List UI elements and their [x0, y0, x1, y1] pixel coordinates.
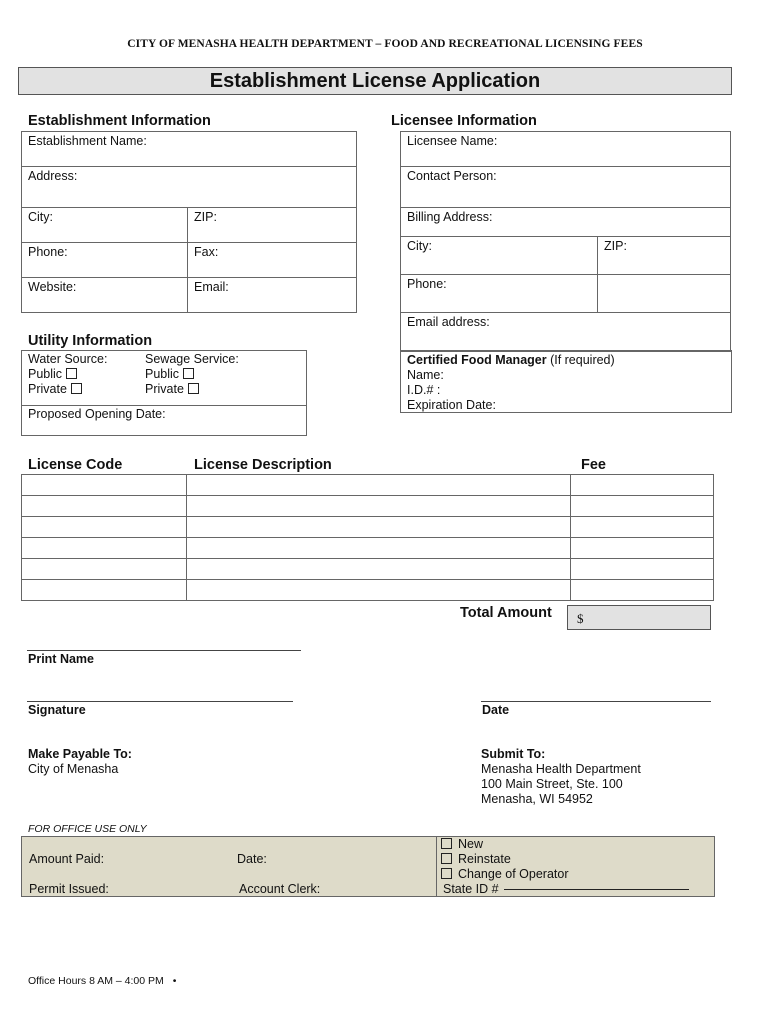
license-code-cell[interactable]	[22, 496, 187, 517]
account-clerk-field[interactable]: Account Clerk:	[239, 882, 321, 896]
water-public-label: Public	[28, 367, 63, 381]
food-manager-name-field[interactable]: Name:	[407, 368, 444, 382]
licensee-phone-field[interactable]: Phone:	[401, 275, 598, 313]
date-label: Date	[482, 703, 510, 717]
submit-heading: Submit To:	[481, 747, 546, 761]
water-source-label: Water Source:	[28, 352, 108, 366]
food-manager-note: (If required)	[546, 353, 615, 367]
submit-line-1: Menasha Health Department	[481, 762, 641, 776]
change-operator-checkbox[interactable]	[441, 868, 452, 879]
submit-line-2: 100 Main Street, Ste. 100	[481, 777, 623, 791]
license-description-cell[interactable]	[187, 538, 571, 559]
license-description-cell[interactable]	[187, 517, 571, 538]
office-use-box	[21, 836, 715, 897]
department-header: CITY OF MENASHA HEALTH DEPARTMENT – FOOD AND RECREATIONAL LICENSING FEES	[127, 38, 643, 50]
license-description-header: License Description	[194, 457, 332, 473]
fee-cell[interactable]	[571, 517, 714, 538]
sewage-public-checkbox[interactable]	[183, 368, 194, 379]
office-use-heading: FOR OFFICE USE ONLY	[28, 823, 147, 835]
submit-block	[481, 747, 641, 807]
establishment-website-field[interactable]: Website:	[22, 278, 188, 313]
food-manager-expiration-field[interactable]: Expiration Date:	[407, 398, 496, 412]
establishment-address-field[interactable]: Address:	[22, 167, 357, 208]
establishment-table	[21, 131, 357, 313]
submit-line-3: Menasha, WI 54952	[481, 792, 593, 806]
print-name-label: Print Name	[28, 652, 94, 666]
fee-cell[interactable]	[571, 580, 714, 601]
utility-heading: Utility Information	[28, 333, 153, 349]
signature-line[interactable]	[27, 701, 293, 702]
office-date-field[interactable]: Date:	[237, 852, 267, 866]
payable-heading: Make Payable To:	[28, 747, 132, 761]
license-code-cell[interactable]	[22, 580, 187, 601]
license-code-cell[interactable]	[22, 517, 187, 538]
payable-block	[28, 747, 132, 777]
license-description-cell[interactable]	[187, 580, 571, 601]
new-checkbox[interactable]	[441, 838, 452, 849]
establishment-phone-field[interactable]: Phone:	[22, 243, 188, 278]
water-private-checkbox[interactable]	[71, 383, 82, 394]
food-manager-id-field[interactable]: I.D.# :	[407, 383, 441, 397]
sewage-service-label: Sewage Service:	[145, 352, 239, 366]
licensee-name-field[interactable]: Licensee Name:	[401, 132, 731, 167]
license-description-cell[interactable]	[187, 475, 571, 496]
establishment-fax-field[interactable]: Fax:	[188, 243, 357, 278]
fee-cell[interactable]	[571, 559, 714, 580]
licensee-city-field[interactable]: City:	[401, 237, 598, 275]
amount-paid-field[interactable]: Amount Paid:	[29, 852, 105, 866]
food-manager-heading: Certified Food Manager	[407, 353, 547, 367]
license-description-cell[interactable]	[187, 496, 571, 517]
establishment-email-field[interactable]: Email:	[188, 278, 357, 313]
licensee-zip-field[interactable]: ZIP:	[598, 237, 731, 275]
sewage-private-label: Private	[145, 382, 184, 396]
licensee-email-field[interactable]: Email address:	[401, 313, 731, 352]
establishment-city-field[interactable]: City:	[22, 208, 188, 243]
office-hours	[28, 975, 176, 987]
establishment-zip-field[interactable]: ZIP:	[188, 208, 357, 243]
license-description-cell[interactable]	[187, 559, 571, 580]
footer-bullet: •	[172, 975, 177, 987]
print-name-line[interactable]	[27, 650, 301, 651]
licensee-table	[400, 131, 731, 352]
water-private-label: Private	[28, 382, 67, 396]
total-amount-label: Total Amount	[460, 605, 552, 621]
contact-person-field[interactable]: Contact Person:	[401, 167, 731, 208]
reinstate-label: Reinstate	[458, 852, 511, 866]
permit-issued-field[interactable]: Permit Issued:	[29, 882, 109, 896]
fee-cell[interactable]	[571, 538, 714, 559]
sewage-public-label: Public	[145, 367, 180, 381]
reinstate-checkbox[interactable]	[441, 853, 452, 864]
total-amount-field[interactable]	[567, 605, 711, 630]
establishment-heading: Establishment Information	[28, 113, 211, 129]
food-manager-box	[400, 350, 732, 413]
date-line[interactable]	[481, 701, 711, 702]
signature-label: Signature	[28, 703, 86, 717]
opening-date-field[interactable]: Proposed Opening Date:	[28, 407, 166, 421]
utility-box	[21, 350, 307, 436]
billing-address-field[interactable]: Billing Address:	[401, 208, 731, 237]
currency-symbol: $	[577, 611, 584, 626]
page-title: Establishment License Application	[18, 67, 732, 95]
change-operator-label: Change of Operator	[458, 867, 569, 881]
license-code-cell[interactable]	[22, 475, 187, 496]
license-code-header: License Code	[28, 457, 123, 473]
payable-name: City of Menasha	[28, 762, 119, 776]
license-code-cell[interactable]	[22, 559, 187, 580]
fee-header: Fee	[581, 457, 606, 473]
water-public-checkbox[interactable]	[66, 368, 77, 379]
state-id-line[interactable]	[504, 889, 689, 890]
fee-cell[interactable]	[571, 496, 714, 517]
office-hours-text: Office Hours 8 AM – 4:00 PM	[28, 975, 164, 987]
new-label: New	[458, 837, 484, 851]
license-table	[21, 474, 714, 601]
fee-cell[interactable]	[571, 475, 714, 496]
licensee-heading: Licensee Information	[391, 113, 537, 129]
establishment-name-field[interactable]: Establishment Name:	[22, 132, 357, 167]
license-code-cell[interactable]	[22, 538, 187, 559]
state-id-label: State ID #	[443, 882, 499, 896]
sewage-private-checkbox[interactable]	[188, 383, 199, 394]
